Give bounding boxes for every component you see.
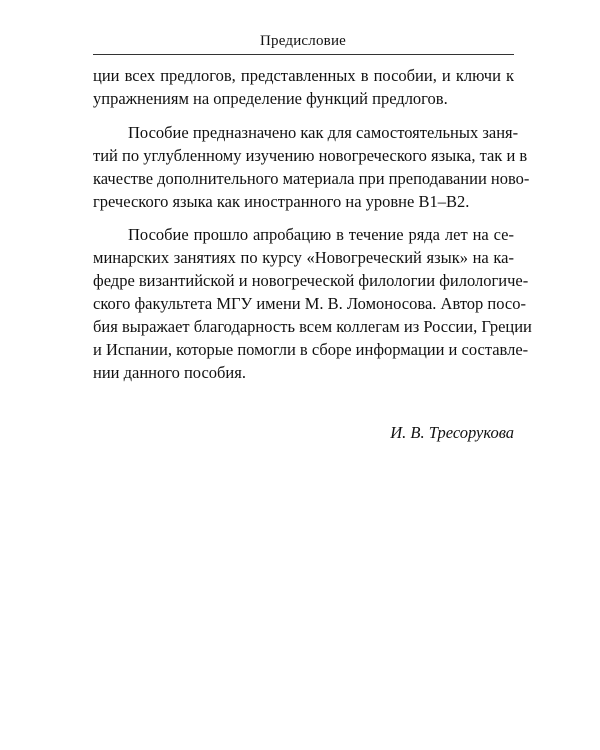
paragraph-2-line-3: качестве дополнительного материала при преподавании ново-	[93, 169, 530, 188]
paragraph-2-line-4: греческого языка как иностранного на уровне В1–В2.	[93, 192, 470, 211]
paragraph-2-line-1: Пособие предназначено как для самостоятельных заня-	[128, 123, 519, 142]
running-head-title: Предисловие	[259, 33, 347, 49]
paragraph-3-line-6: и Испании, которые помогли в сборе информации и составле-	[93, 340, 529, 359]
paragraph-3-line-5: бия выражает благодарность всем коллегам из России, Греции	[93, 317, 532, 336]
paragraph-3-line-4: ского факультета МГУ имени М. В. Ломоносова. Автор посо-	[93, 294, 526, 313]
paragraph-1-line-2: упражнениям на определение функций предлогов.	[93, 89, 448, 108]
paragraph-3-line-3: федре византийской и новогреческой филологии филологиче-	[93, 271, 529, 290]
paragraph-3-line-7: нии данного пособия.	[93, 363, 246, 382]
paragraph-3-line-1: Пособие прошло апробацию в течение ряда лет на се-	[128, 225, 514, 244]
paragraph-1-line-1: ции всех предлогов, представленных в пособии, и ключи к	[93, 66, 514, 85]
paragraph-3-line-2: минарских занятиях по курсу «Новогреческий язык» на ка-	[93, 248, 514, 267]
header-rule	[93, 54, 514, 55]
paragraph-2-line-2: тий по углубленному изучению новогреческого языка, так и в	[93, 146, 528, 165]
author-signature: И. В. Тресорукова	[390, 423, 514, 442]
